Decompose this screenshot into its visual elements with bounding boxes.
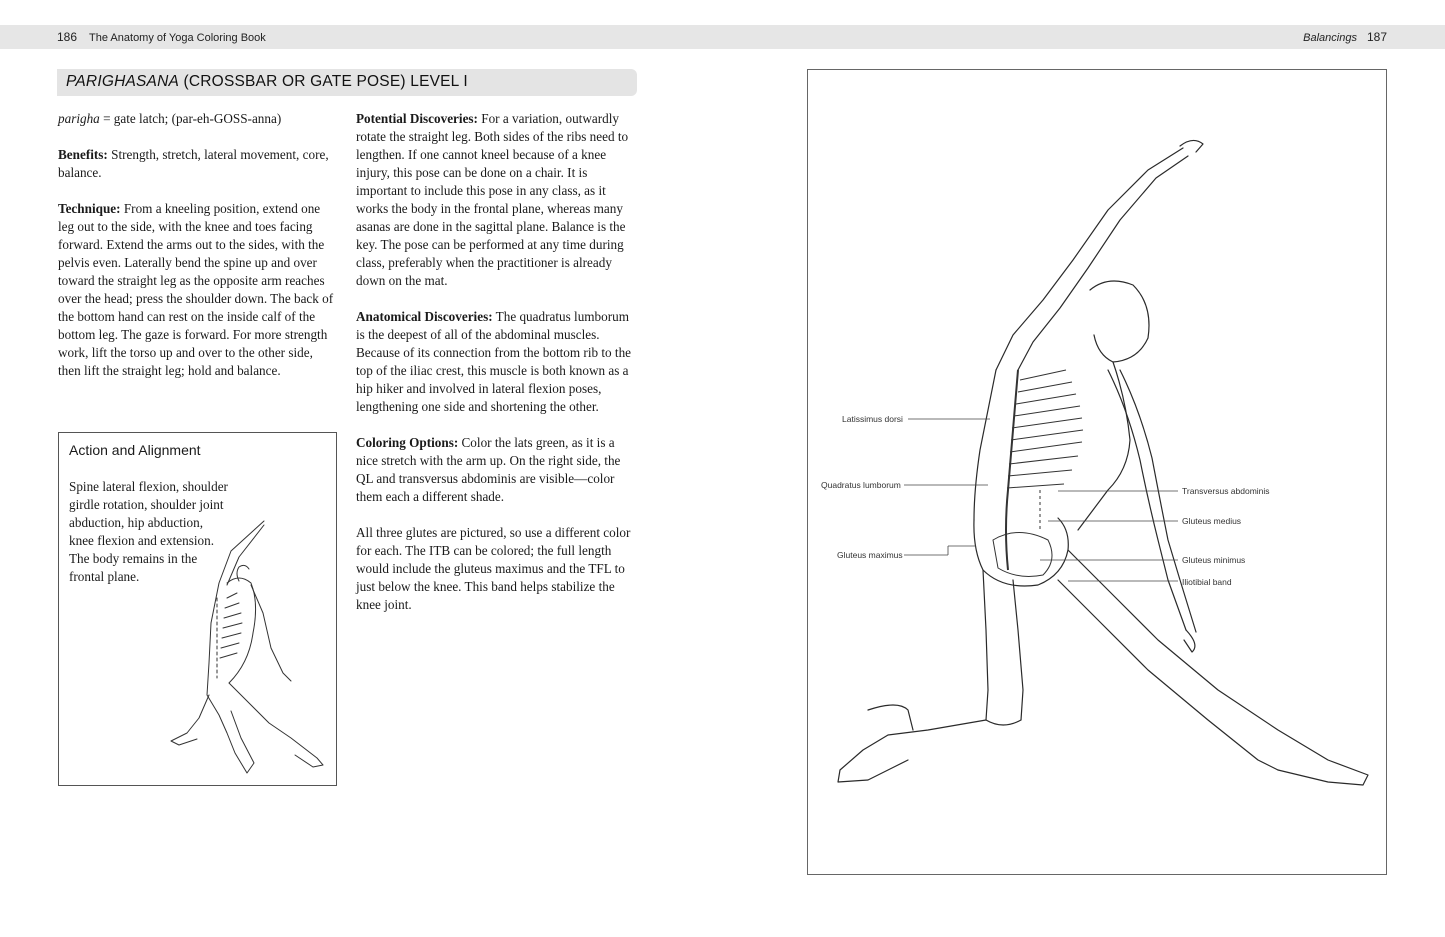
technique-text: From a kneeling position, extend one leg out to the side, with the knee and toes facing forward. Extend the arms out to the sides, with the pelvis even. Laterally bend the spine up and over toward the straight leg as the opposite arm reaches over the head; press the shoulder down. The back of the bottom hand can rest on the inside calf of the bottom leg. The gaze is forward. For more strength work, lift the torso up and over to the other side, then lift the straight leg; hold and balance. xyxy=(58,201,334,378)
pose-title xyxy=(66,73,468,91)
right-running-header xyxy=(1303,30,1387,44)
coloring-label: Coloring Options: xyxy=(356,435,459,450)
technique-label: Technique: xyxy=(58,201,121,216)
anatomy-illustration xyxy=(808,70,1388,876)
label-quadratus: Quadratus lumborum xyxy=(821,480,901,490)
label-gluteus-maximus: Gluteus maximus xyxy=(837,550,903,560)
pose-title-sanskrit: PARIGHASANA xyxy=(66,73,180,90)
left-running-header xyxy=(57,30,266,44)
anatomical-discoveries xyxy=(356,308,638,416)
coloring-text: Color the lats green, as it is a nice stretch with the arm up. On the right side, the QL and transversus abdominis are visible—color them each a different shade. xyxy=(356,435,621,504)
benefits-text: Strength, stretch, lateral movement, core, balance. xyxy=(58,147,329,180)
section-name: Balancings xyxy=(1303,32,1357,44)
left-page-number: 186 xyxy=(57,30,78,44)
label-iliotibial: Iliotibial band xyxy=(1182,577,1232,587)
label-gluteus-medius: Gluteus medius xyxy=(1182,516,1242,526)
book-title: The Anatomy of Yoga Coloring Book xyxy=(89,32,266,44)
anatomical-text: The quadratus lumborum is the deepest of all of the abdominal muscles. Because of its connection from the bottom rib to the top of the iliac crest, this muscle is both known as a hip hiker and involved in lateral flexion poses, lengthening one side and shortening the other. xyxy=(356,309,632,414)
action-box-title: Action and Alignment xyxy=(69,442,201,458)
label-leaders xyxy=(904,419,1178,581)
pose-title-english: (CROSSBAR OR GATE POSE) LEVEL I xyxy=(179,73,468,90)
coloring-options xyxy=(356,434,638,506)
body-outline xyxy=(838,140,1368,785)
label-latissimus: Latissimus dorsi xyxy=(842,414,903,424)
action-box-text: Spine lateral flexion, shoulder girdle rotation, shoulder joint abduction, hip abduction, knee flexion and extension. The body remains in the frontal plane. xyxy=(69,479,228,584)
right-page-number: 187 xyxy=(1366,30,1387,44)
action-alignment-box xyxy=(58,432,337,786)
benefits-label: Benefits: xyxy=(58,147,108,162)
pose-title-bar xyxy=(57,69,637,96)
label-gluteus-minimus: Gluteus minimus xyxy=(1182,555,1246,565)
glutes-paragraph: All three glutes are pictured, so use a different color for each. The ITB can be colored; the full length would include the gluteus maximus and the TFL to just below the knee. This band helps stabilize the knee joint. xyxy=(356,525,631,612)
potential-label: Potential Discoveries: xyxy=(356,111,478,126)
anatomy-figure-frame xyxy=(807,69,1387,875)
label-transversus: Transversus abdominis xyxy=(1182,486,1270,496)
technique-paragraph xyxy=(58,200,336,380)
etymology-term: parigha xyxy=(58,111,100,126)
etymology-text: = gate latch; (par-eh-GOSS-anna) xyxy=(99,111,282,126)
right-text-column xyxy=(356,110,638,632)
benefits-paragraph xyxy=(58,146,336,182)
ribcage-spine xyxy=(993,370,1083,576)
potential-text: For a variation, outwardly rotate the straight leg. Both sides of the ribs need to lengthen. If one cannot kneel because of a knee injury, this pose can be done on a chair. It is important to include this pose in any class, as it works the body in the frontal plane, whereas many asanas are done in the sagittal plane. Balance is the key. The pose can be performed at any time during class, preferably when the practitioner is already down on the mat. xyxy=(356,111,629,288)
potential-discoveries xyxy=(356,110,638,290)
small-pose-illustration xyxy=(59,433,338,787)
anatomical-label: Anatomical Discoveries: xyxy=(356,309,493,324)
left-text-column xyxy=(58,110,336,398)
etymology xyxy=(58,110,336,128)
